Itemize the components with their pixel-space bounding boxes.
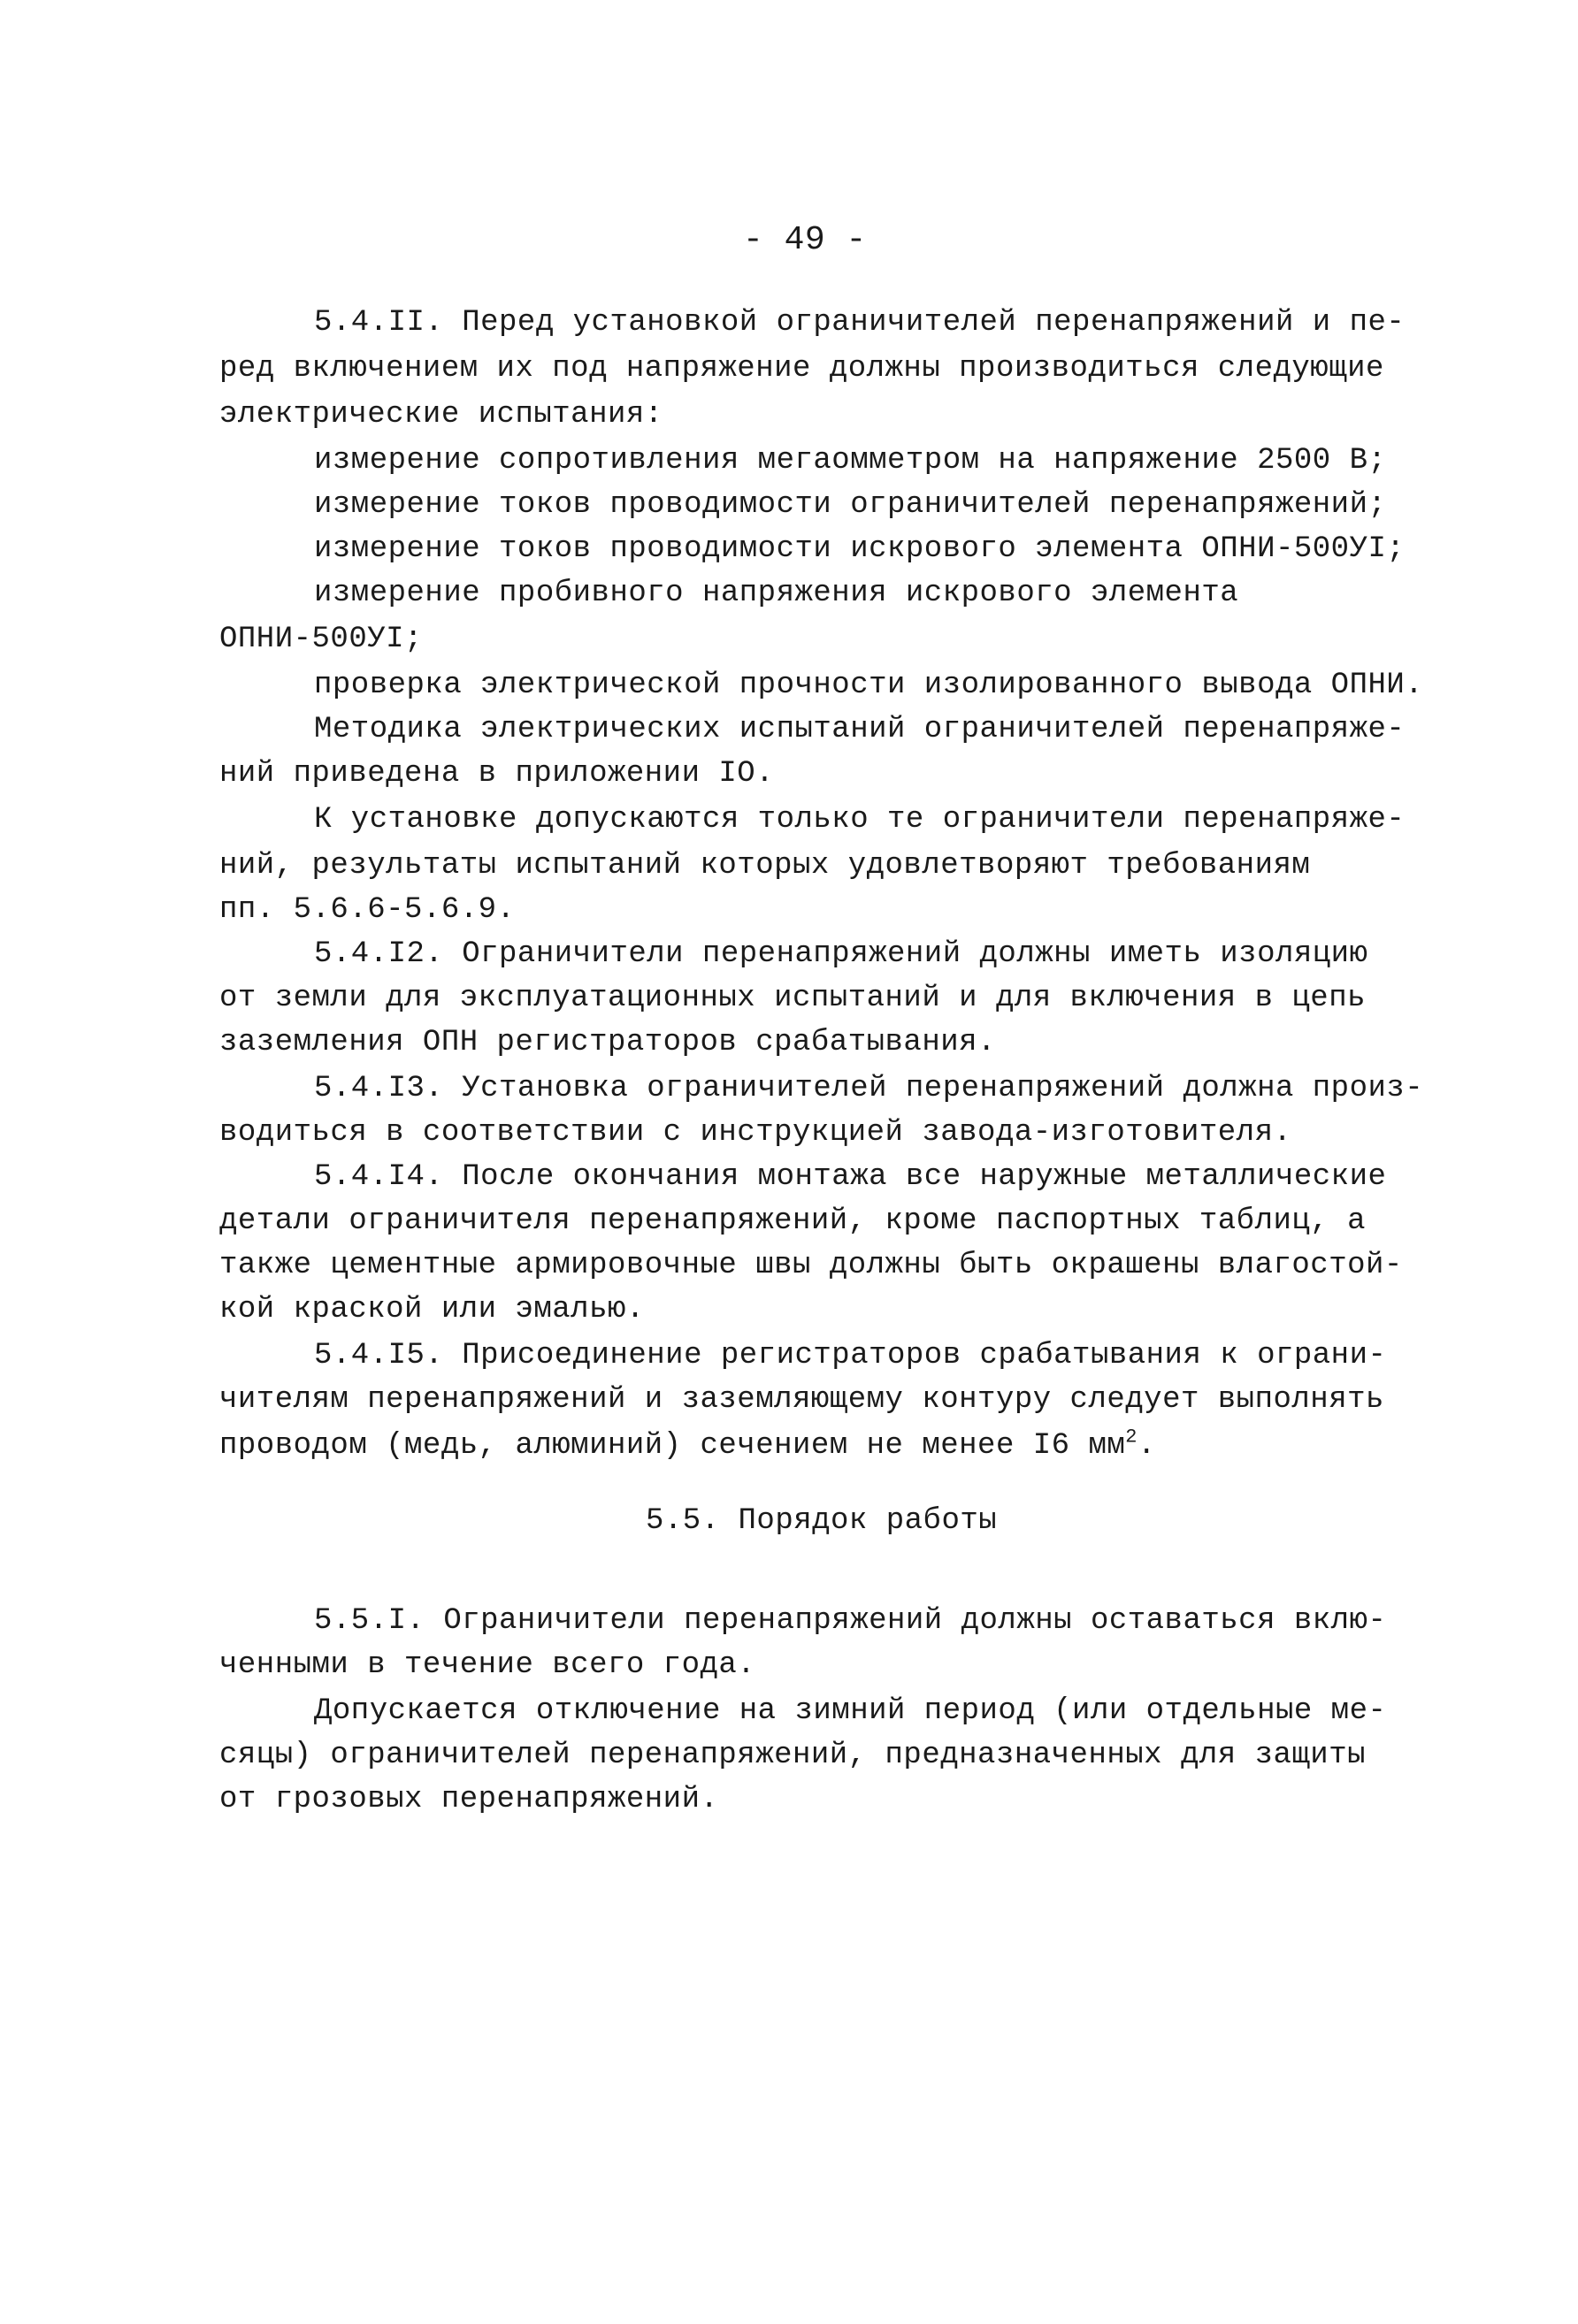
text-line: ред включением их под напряжение должны производиться следующие [219, 352, 1384, 386]
text-line: заземления ОПН регистраторов срабатывания. [219, 1026, 996, 1059]
text-line: измерение сопротивления мегаомметром на напряжение 2500 В; [314, 444, 1387, 478]
text-line: ний приведена в приложении IO. [219, 757, 775, 791]
text-line: электрические испытания: [219, 398, 663, 432]
text-line: К установке допускаются только те ограничители перенапряже- [314, 803, 1406, 837]
text-line: 5.4.II. Перед установкой ограничителей перенапряжений и пе- [314, 306, 1406, 340]
text-line: 5.4.I3. Установка ограничителей перенапряжений должна произ- [314, 1072, 1424, 1105]
text-line: Допускается отключение на зимний период (или отдельные ме- [314, 1694, 1387, 1728]
text-line: 5.4.I4. После окончания монтажа все наружные металлические [314, 1160, 1387, 1194]
text-line: также цементные армировочные швы должны быть окрашены влагостой- [219, 1249, 1403, 1282]
text-line: пп. 5.6.6-5.6.9. [219, 893, 516, 927]
text-fragment: проводом (медь, алюминий) сечением не менее I6 мм [219, 1429, 1126, 1463]
page-number: - 49 - [743, 221, 867, 259]
text-line: ОПНИ-500УI; [219, 623, 423, 656]
text-line: сяцы) ограничителей перенапряжений, предназначенных для защиты [219, 1739, 1367, 1772]
text-line: водиться в соответствии с инструкцией завода-изготовителя. [219, 1116, 1292, 1150]
text-line: от грозовых перенапряжений. [219, 1783, 719, 1816]
text-line: проверка электрической прочности изолированного вывода ОПНИ. [314, 669, 1424, 702]
text-line: 5.4.I5. Присоединение регистраторов срабатывания к ограни- [314, 1339, 1387, 1372]
text-fragment: . [1137, 1429, 1156, 1463]
text-line: детали ограничителя перенапряжений, кроме паспортных таблиц, а [219, 1204, 1367, 1238]
text-line: от земли для эксплуатационных испытаний и для включения в цепь [219, 982, 1367, 1015]
text-line: ний, результаты испытаний которых удовлетворяют требованиям [219, 849, 1311, 883]
text-line: 5.5.I. Ограничители перенапряжений должны оставаться вклю- [314, 1604, 1387, 1638]
text-line: ченными в течение всего года. [219, 1648, 756, 1682]
text-line: кой краской или эмалью. [219, 1293, 645, 1326]
text-line: 5.4.I2. Ограничители перенапряжений должны иметь изоляцию [314, 937, 1368, 971]
text-line [219, 1424, 1156, 1468]
text-line: чителям перенапряжений и заземляющему контуру следует выполнять [219, 1383, 1384, 1417]
text-line: измерение токов проводимости ограничителей перенапряжений; [314, 488, 1387, 522]
text-line: измерение пробивного напряжения искрового элемента [314, 577, 1239, 610]
text-line: измерение токов проводимости искрового элемента ОПНИ-500УI; [314, 532, 1406, 566]
text-line: Методика электрических испытаний ограничителей перенапряже- [314, 713, 1406, 746]
section-heading: 5.5. Порядок работы [646, 1504, 998, 1538]
superscript: 2 [1125, 1426, 1138, 1449]
